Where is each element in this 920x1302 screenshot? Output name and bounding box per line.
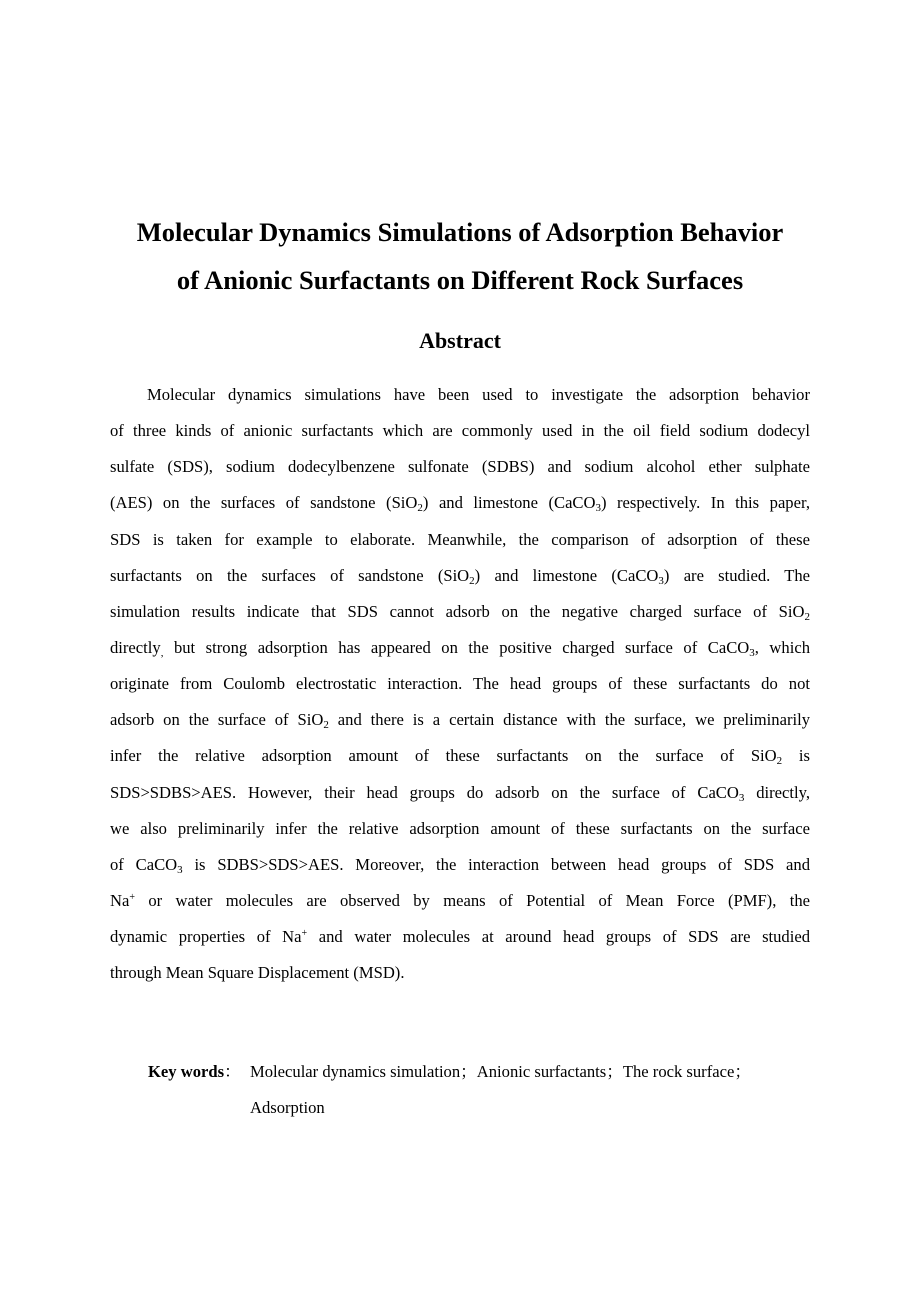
abstract-line: [110, 738, 810, 774]
abstract-text: of three kinds of anionic surfactants which are commonly used in the oil field sodium dodecyl: [110, 421, 810, 441]
abstract-line: [110, 594, 810, 630]
subscript: 3: [658, 574, 664, 587]
abstract-text: we also preliminarily infer the relative adsorption amount of these surfactants on the surface: [110, 818, 810, 838]
paper-title: [80, 208, 840, 304]
abstract-text: simulation results indicate that SDS cannot adsorb on the negative charged surface of SiO: [110, 601, 805, 621]
abstract-text: Molecular dynamics simulations have been used to investigate the adsorption behavior: [147, 385, 810, 404]
abstract-text: is: [782, 746, 810, 766]
abstract-text: (AES) on the surfaces of sandstone (SiO: [110, 493, 418, 513]
abstract-line: [110, 955, 810, 991]
abstract-line: [110, 558, 810, 594]
abstract-text: ) and limestone (CaCO: [474, 565, 659, 585]
abstract-text: but strong adsorption has appeared on the positive charged surface of CaCO: [163, 637, 750, 657]
subscript: 3: [738, 791, 745, 804]
abstract-text: SDS>SDBS>AES. However, their head groups do adsorb on the surface of CaCO: [110, 782, 739, 802]
subscript: 2: [417, 502, 423, 515]
subscript: 3: [595, 502, 601, 515]
abstract-text: ) and limestone (CaCO: [422, 493, 596, 513]
abstract-line: [110, 666, 810, 702]
subscript: 2: [804, 610, 810, 623]
title-line-2: of Anionic Surfactants on Different Rock Surfaces: [176, 265, 744, 295]
keyword-item: Adsorption: [250, 1098, 325, 1117]
subscript: 2: [469, 574, 475, 587]
abstract-text: ) respectively. In this paper,: [600, 493, 810, 513]
abstract-line: [110, 775, 810, 811]
abstract-text: infer the relative adsorption amount of these surfactants on the surface of SiO: [110, 746, 777, 766]
keywords-label-group: [148, 1054, 241, 1090]
abstract-text: and there is a certain distance with the surface, we preliminarily: [328, 710, 810, 730]
abstract-line: [110, 413, 810, 449]
subscript: 2: [323, 719, 329, 732]
abstract-text: directly,: [744, 782, 810, 802]
superscript: +: [129, 891, 135, 903]
abstract-text: , which: [754, 637, 810, 657]
abstract-line: [110, 377, 810, 413]
abstract-text: Na: [110, 890, 130, 910]
abstract-text: of CaCO: [110, 854, 178, 874]
abstract-line: [110, 883, 810, 919]
abstract-text: adsorb on the surface of SiO: [110, 710, 324, 730]
superscript: +: [301, 928, 308, 940]
abstract-text: is SDBS>SDS>AES. Moreover, the interaction between head groups of SDS and: [182, 854, 810, 874]
abstract-text: sulfate (SDS), sodium dodecylbenzene sulfonate (SDBS) and sodium alcohol ether sulphate: [110, 457, 810, 477]
abstract-line: [110, 449, 810, 485]
abstract-text: or water molecules are observed by means of Potential of Mean Force (PMF), the: [135, 890, 810, 910]
abstract-line: [110, 485, 810, 521]
keywords-label: Key words: [148, 1062, 225, 1081]
abstract-text: surfactants on the surfaces of sandstone (SiO: [110, 565, 470, 585]
abstract-heading: Abstract: [419, 328, 501, 353]
abstract-text: dynamic properties of Na: [110, 927, 302, 947]
keyword-item: The rock surface；: [622, 1062, 751, 1081]
keywords-line-1: [250, 1054, 810, 1090]
subscript: 3: [177, 863, 183, 876]
abstract-line: [110, 630, 810, 666]
abstract-text: originate from Coulomb electrostatic interaction. The head groups of these surfactants do not: [110, 674, 810, 694]
abstract-line: [110, 522, 810, 558]
subscript: 3: [749, 646, 755, 659]
abstract-line: [110, 919, 810, 955]
abstract-text: ) are studied. The: [663, 565, 811, 585]
keyword-item: Molecular dynamics simulation；: [250, 1062, 477, 1081]
abstract-line: [110, 847, 810, 883]
keywords-label-separator: ：: [224, 1062, 241, 1081]
keywords-list: [250, 1054, 810, 1126]
abstract-body: [110, 377, 810, 991]
title-line-1: Molecular Dynamics Simulations of Adsorption Behavior: [136, 217, 784, 247]
abstract-text: through Mean Square Displacement (MSD).: [110, 963, 405, 983]
subscript: ,: [160, 646, 164, 659]
abstract-text: SDS is taken for example to elaborate. Meanwhile, the comparison of adsorption of these: [110, 529, 810, 549]
abstract-text: directly: [110, 637, 161, 657]
abstract-line: [110, 702, 810, 738]
subscript: 2: [776, 755, 783, 768]
keywords-line-2: [250, 1090, 810, 1126]
abstract-text: and water molecules at around head groups of SDS are studied: [307, 927, 811, 947]
abstract-line: [110, 811, 810, 847]
keyword-item: Anionic surfactants；: [476, 1062, 623, 1081]
